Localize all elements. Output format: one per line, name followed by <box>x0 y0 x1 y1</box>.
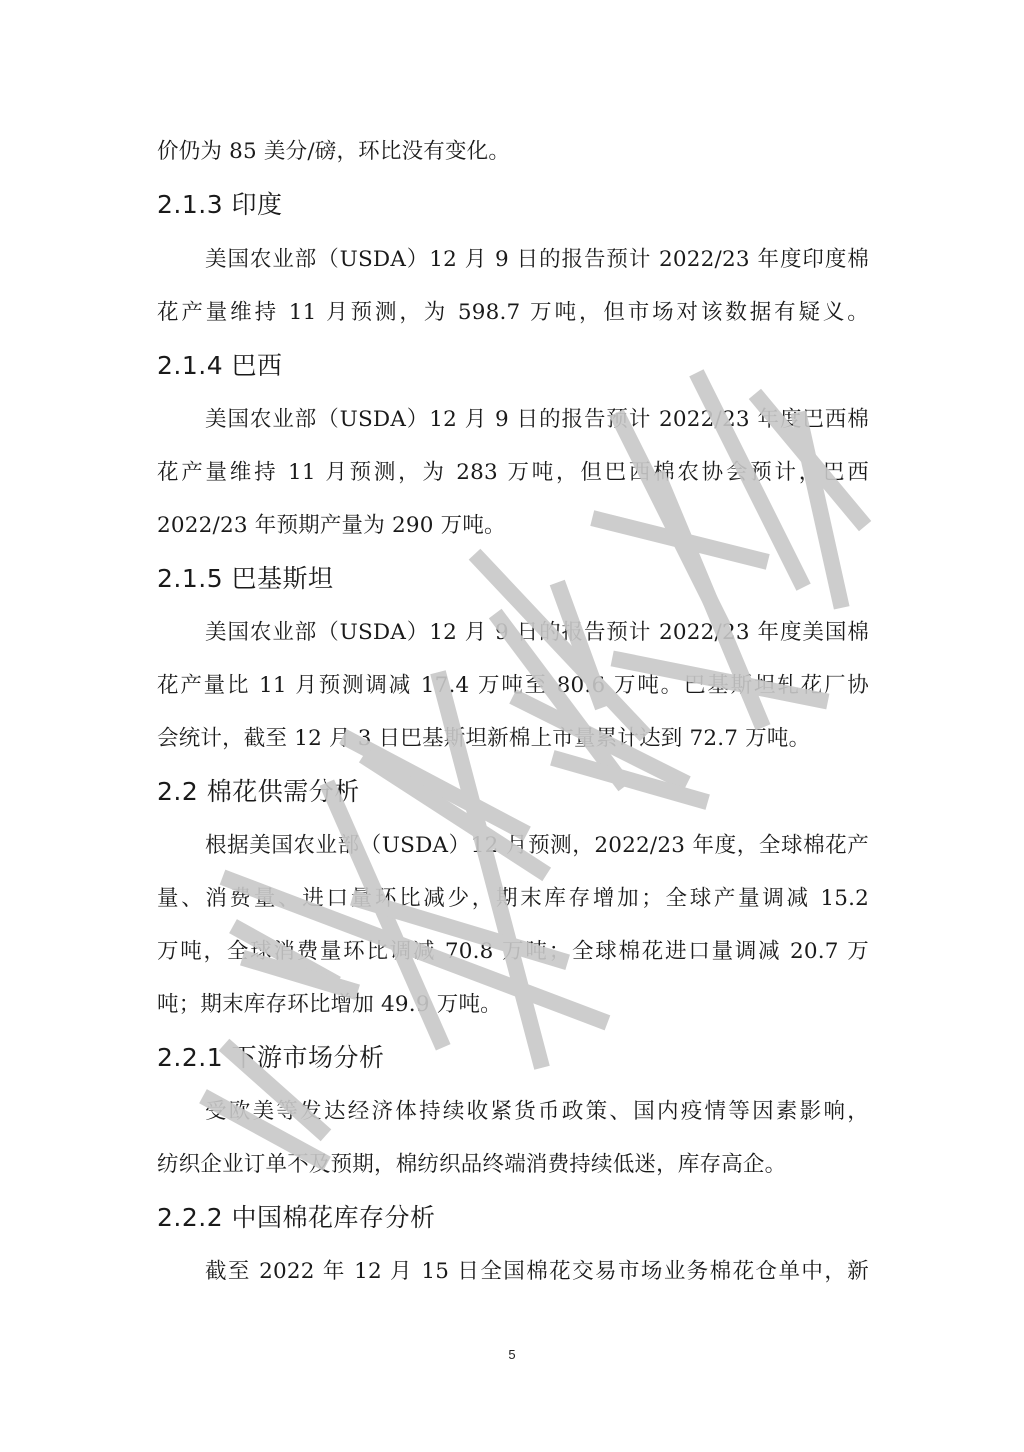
section-heading-china-inventory: 2.2.2 中国棉花库存分析 <box>157 1203 436 1232</box>
body-text-line: 截至 2022 年 12 月 15 日全国棉花交易市场业务棉花仓单中，新 <box>205 1259 869 1284</box>
body-text-line: 花产量维持 11 月预测，为 598.7 万吨，但市场对该数据有疑义。 <box>157 300 869 325</box>
body-text-line: 受欧美等发达经济体持续收紧货币政策、国内疫情等因素影响， <box>205 1099 869 1124</box>
body-text-line: 花产量维持 11 月预测，为 283 万吨，但巴西棉农协会预计，巴西 <box>157 460 869 485</box>
body-text-line: 会统计，截至 12 月 3 日巴基斯坦新棉上市量累计达到 72.7 万吨。 <box>157 726 811 751</box>
body-text-line: 美国农业部（USDA）12 月 9 日的报告预计 2022/23 年度印度棉 <box>205 247 869 272</box>
page-number: 5 <box>508 1347 516 1362</box>
body-text-line: 2022/23 年预期产量为 290 万吨。 <box>157 513 506 538</box>
body-text-line: 花产量比 11 月预测调减 17.4 万吨至 80.6 万吨。巴基斯坦轧花厂协 <box>157 673 869 698</box>
section-heading-pakistan: 2.1.5 巴基斯坦 <box>157 564 334 593</box>
body-text-line: 根据美国农业部（USDA）12 月预测，2022/23 年度，全球棉花产 <box>205 833 869 858</box>
body-text-line: 价仍为 85 美分/磅，环比没有变化。 <box>157 139 511 164</box>
section-heading-india: 2.1.3 印度 <box>157 190 283 219</box>
section-heading-downstream: 2.2.1 下游市场分析 <box>157 1043 385 1072</box>
section-heading-brazil: 2.1.4 巴西 <box>157 351 283 380</box>
body-text-line: 美国农业部（USDA）12 月 9 日的报告预计 2022/23 年度巴西棉 <box>205 407 869 432</box>
body-text-line: 美国农业部（USDA）12 月 9 日的报告预计 2022/23 年度美国棉 <box>205 620 869 645</box>
body-text-line: 万吨，全球消费量环比调减 70.8 万吨；全球棉花进口量调减 20.7 万 <box>157 939 869 964</box>
body-text-line: 量、消费量、进口量环比减少，期末库存增加；全球产量调减 15.2 <box>157 886 869 911</box>
body-text-line: 纺织企业订单不及预期，棉纺织品终端消费持续低迷，库存高企。 <box>157 1152 787 1177</box>
section-heading-supply-demand: 2.2 棉花供需分析 <box>157 777 360 806</box>
body-text-line: 吨；期末库存环比增加 49.9 万吨。 <box>157 992 502 1017</box>
